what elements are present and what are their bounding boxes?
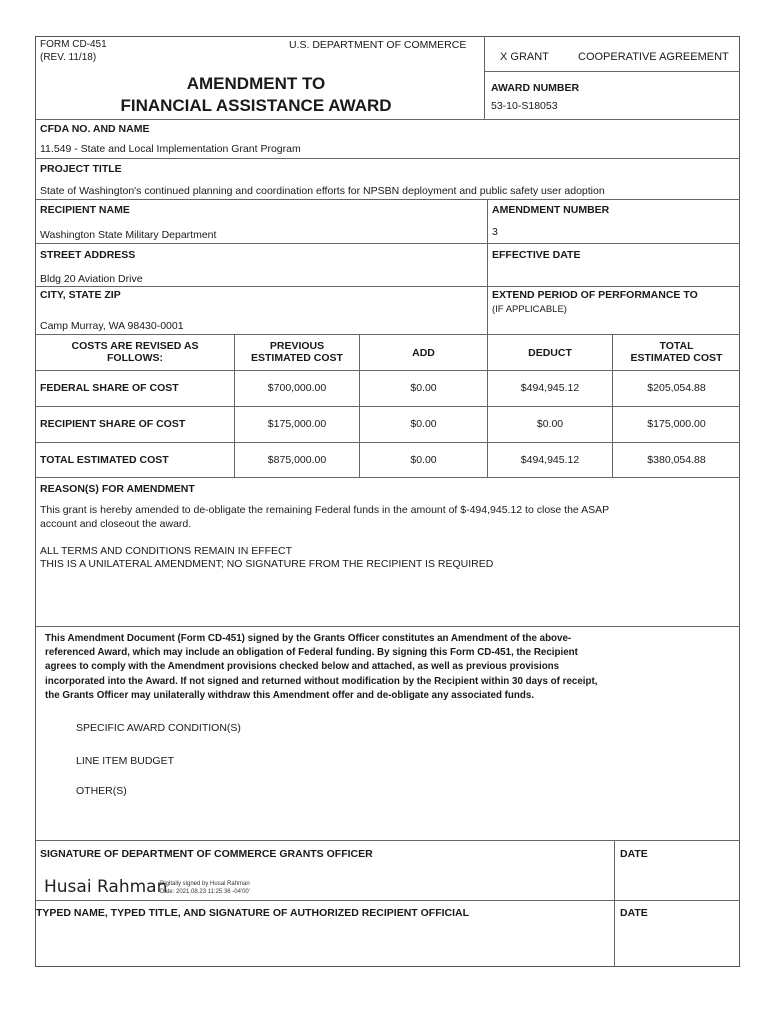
row-divider [35,900,740,901]
form-id: FORM CD-451 [40,39,107,50]
award-number-label: AWARD NUMBER [491,82,580,94]
officer-date-label: DATE [620,848,648,860]
reasons-text: account and closeout the award. [40,518,192,530]
officer-signature: Husai Rahman [44,877,168,897]
row-divider [35,334,740,335]
cost-add: $0.00 [410,418,437,430]
col-add-header: ADD [412,347,435,359]
col-header-line: PREVIOUS [269,340,325,352]
col-previous-header [235,340,359,364]
cfda-value: 11.549 - State and Local Implementation Grant Program [40,143,301,155]
col-header-line: FOLLOWS: [107,352,163,364]
amendment-number-label: AMENDMENT NUMBER [492,204,610,216]
recipient-signature-label: TYPED NAME, TYPED TITLE, AND SIGNATURE OF AUTHORIZED RECIPIENT OFFICIAL [36,907,470,919]
cost-row-label: FEDERAL SHARE OF COST [40,382,179,394]
col-deduct-header: DEDUCT [528,347,572,359]
cost-row-divider [35,370,740,371]
cost-total: $205,054.88 [647,382,706,394]
effective-date-label: EFFECTIVE DATE [492,249,581,261]
col-header-line: ESTIMATED COST [251,352,343,364]
digital-signature-line: Digitally signed by Husai Rahman [160,881,250,887]
cost-row-divider [35,477,740,478]
cost-total: $175,000.00 [647,418,706,430]
grant-checkbox[interactable]: X GRANT [500,51,549,63]
col-header-line: TOTAL [659,340,694,352]
row-divider [35,199,740,200]
street-address-label: STREET ADDRESS [40,249,136,261]
notice-line: This Amendment Document (Form CD-451) signed by the Grants Officer constitutes an Amendment of the above- [45,633,572,644]
recipient-name-value: Washington State Military Department [40,229,217,241]
specific-award-conditions-checkbox[interactable]: SPECIFIC AWARD CONDITION(S) [76,722,241,734]
recipient-date-label: DATE [620,907,648,919]
grants-officer-signature-label: SIGNATURE OF DEPARTMENT OF COMMERCE GRANTS OFFICER [40,848,373,860]
header-grant-divider [484,71,740,72]
recipient-name-label: RECIPIENT NAME [40,204,130,216]
row-divider [35,840,740,841]
project-title-label: PROJECT TITLE [40,163,122,175]
col-header-line: COSTS ARE REVISED AS [71,340,199,352]
col-header-line: ESTIMATED COST [630,352,723,364]
cost-previous: $875,000.00 [267,454,327,466]
reasons-text: This grant is hereby amended to de-obligate the remaining Federal funds in the amount of $-494,945.12 to close the ASAP [40,504,610,516]
city-state-zip-label: CITY, STATE ZIP [40,289,121,301]
cost-add: $0.00 [410,454,437,466]
digital-signature-stamp [160,880,250,896]
street-address-value: Bldg 20 Aviation Drive [40,273,143,285]
cost-row-divider [35,442,740,443]
form-title-line1: AMENDMENT TO [186,74,326,93]
row-divider [35,243,740,244]
cost-previous: $175,000.00 [267,418,327,430]
project-title-value: State of Washington's continued planning and coordination efforts for NPSBN deployment and public safety user adoption [40,185,605,197]
line-item-budget-checkbox[interactable]: LINE ITEM BUDGET [76,755,175,767]
digital-signature-line: Date: 2021.08.23 11:25:36 -04'00' [160,889,250,895]
cost-previous: $700,000.00 [267,382,327,394]
others-checkbox[interactable]: OTHER(S) [76,785,127,797]
header-divider [484,36,485,119]
notice-line: the Grants Officer may unilaterally withdraw this Amendment offer and de-obligate any associated funds. [45,689,535,701]
row-divider [35,119,740,120]
cost-deduct: $494,945.12 [520,454,580,466]
recipient-divider [487,199,488,334]
row-divider [35,626,740,627]
cfda-label: CFDA NO. AND NAME [40,123,150,135]
notice-line: agrees to comply with the Amendment provisions checked below and attached, as well as previous provisions [45,661,560,673]
row-divider [35,158,740,159]
signature-date-divider [614,840,615,967]
amendment-form [35,36,740,967]
reasons-unilateral: THIS IS A UNILATERAL AMENDMENT; NO SIGNATURE FROM THE RECIPIENT IS REQUIRED [40,558,494,570]
extend-period-label: EXTEND PERIOD OF PERFORMANCE TO [492,289,698,301]
cost-row-divider [35,406,740,407]
amendment-number-value: 3 [492,226,498,238]
form-title-line2: FINANCIAL ASSISTANCE AWARD [120,96,392,115]
cost-row-label: RECIPIENT SHARE OF COST [40,418,186,430]
row-divider [35,286,740,287]
department-name: U.S. DEPARTMENT OF COMMERCE [289,39,467,51]
col-total-header [613,340,740,364]
cost-add: $0.00 [410,382,437,394]
notice-line: incorporated into the Award. If not signed and returned without modification by the Recipient within 30 days of receipt, [45,675,598,687]
reasons-label: REASON(S) FOR AMENDMENT [40,483,195,495]
col-costs-revised-header [36,340,234,364]
extend-period-note: (IF APPLICABLE) [492,304,567,315]
form-revision: (REV. 11/18) [40,52,97,63]
city-state-zip-value: Camp Murray, WA 98430-0001 [40,320,184,332]
award-number-value: 53-10-S18053 [491,100,558,112]
cost-deduct: $494,945.12 [520,382,580,394]
notice-line: referenced Award, which may include an obligation of Federal funding. By signing this Form CD-451, the Recipient [45,647,578,659]
cost-row-label: TOTAL ESTIMATED COST [40,454,169,466]
amendment-notice [45,632,695,703]
cost-deduct: $0.00 [536,418,564,430]
cooperative-agreement-checkbox[interactable]: COOPERATIVE AGREEMENT [578,51,729,63]
reasons-terms: ALL TERMS AND CONDITIONS REMAIN IN EFFECT [40,545,293,557]
cost-total: $380,054.88 [647,454,706,466]
